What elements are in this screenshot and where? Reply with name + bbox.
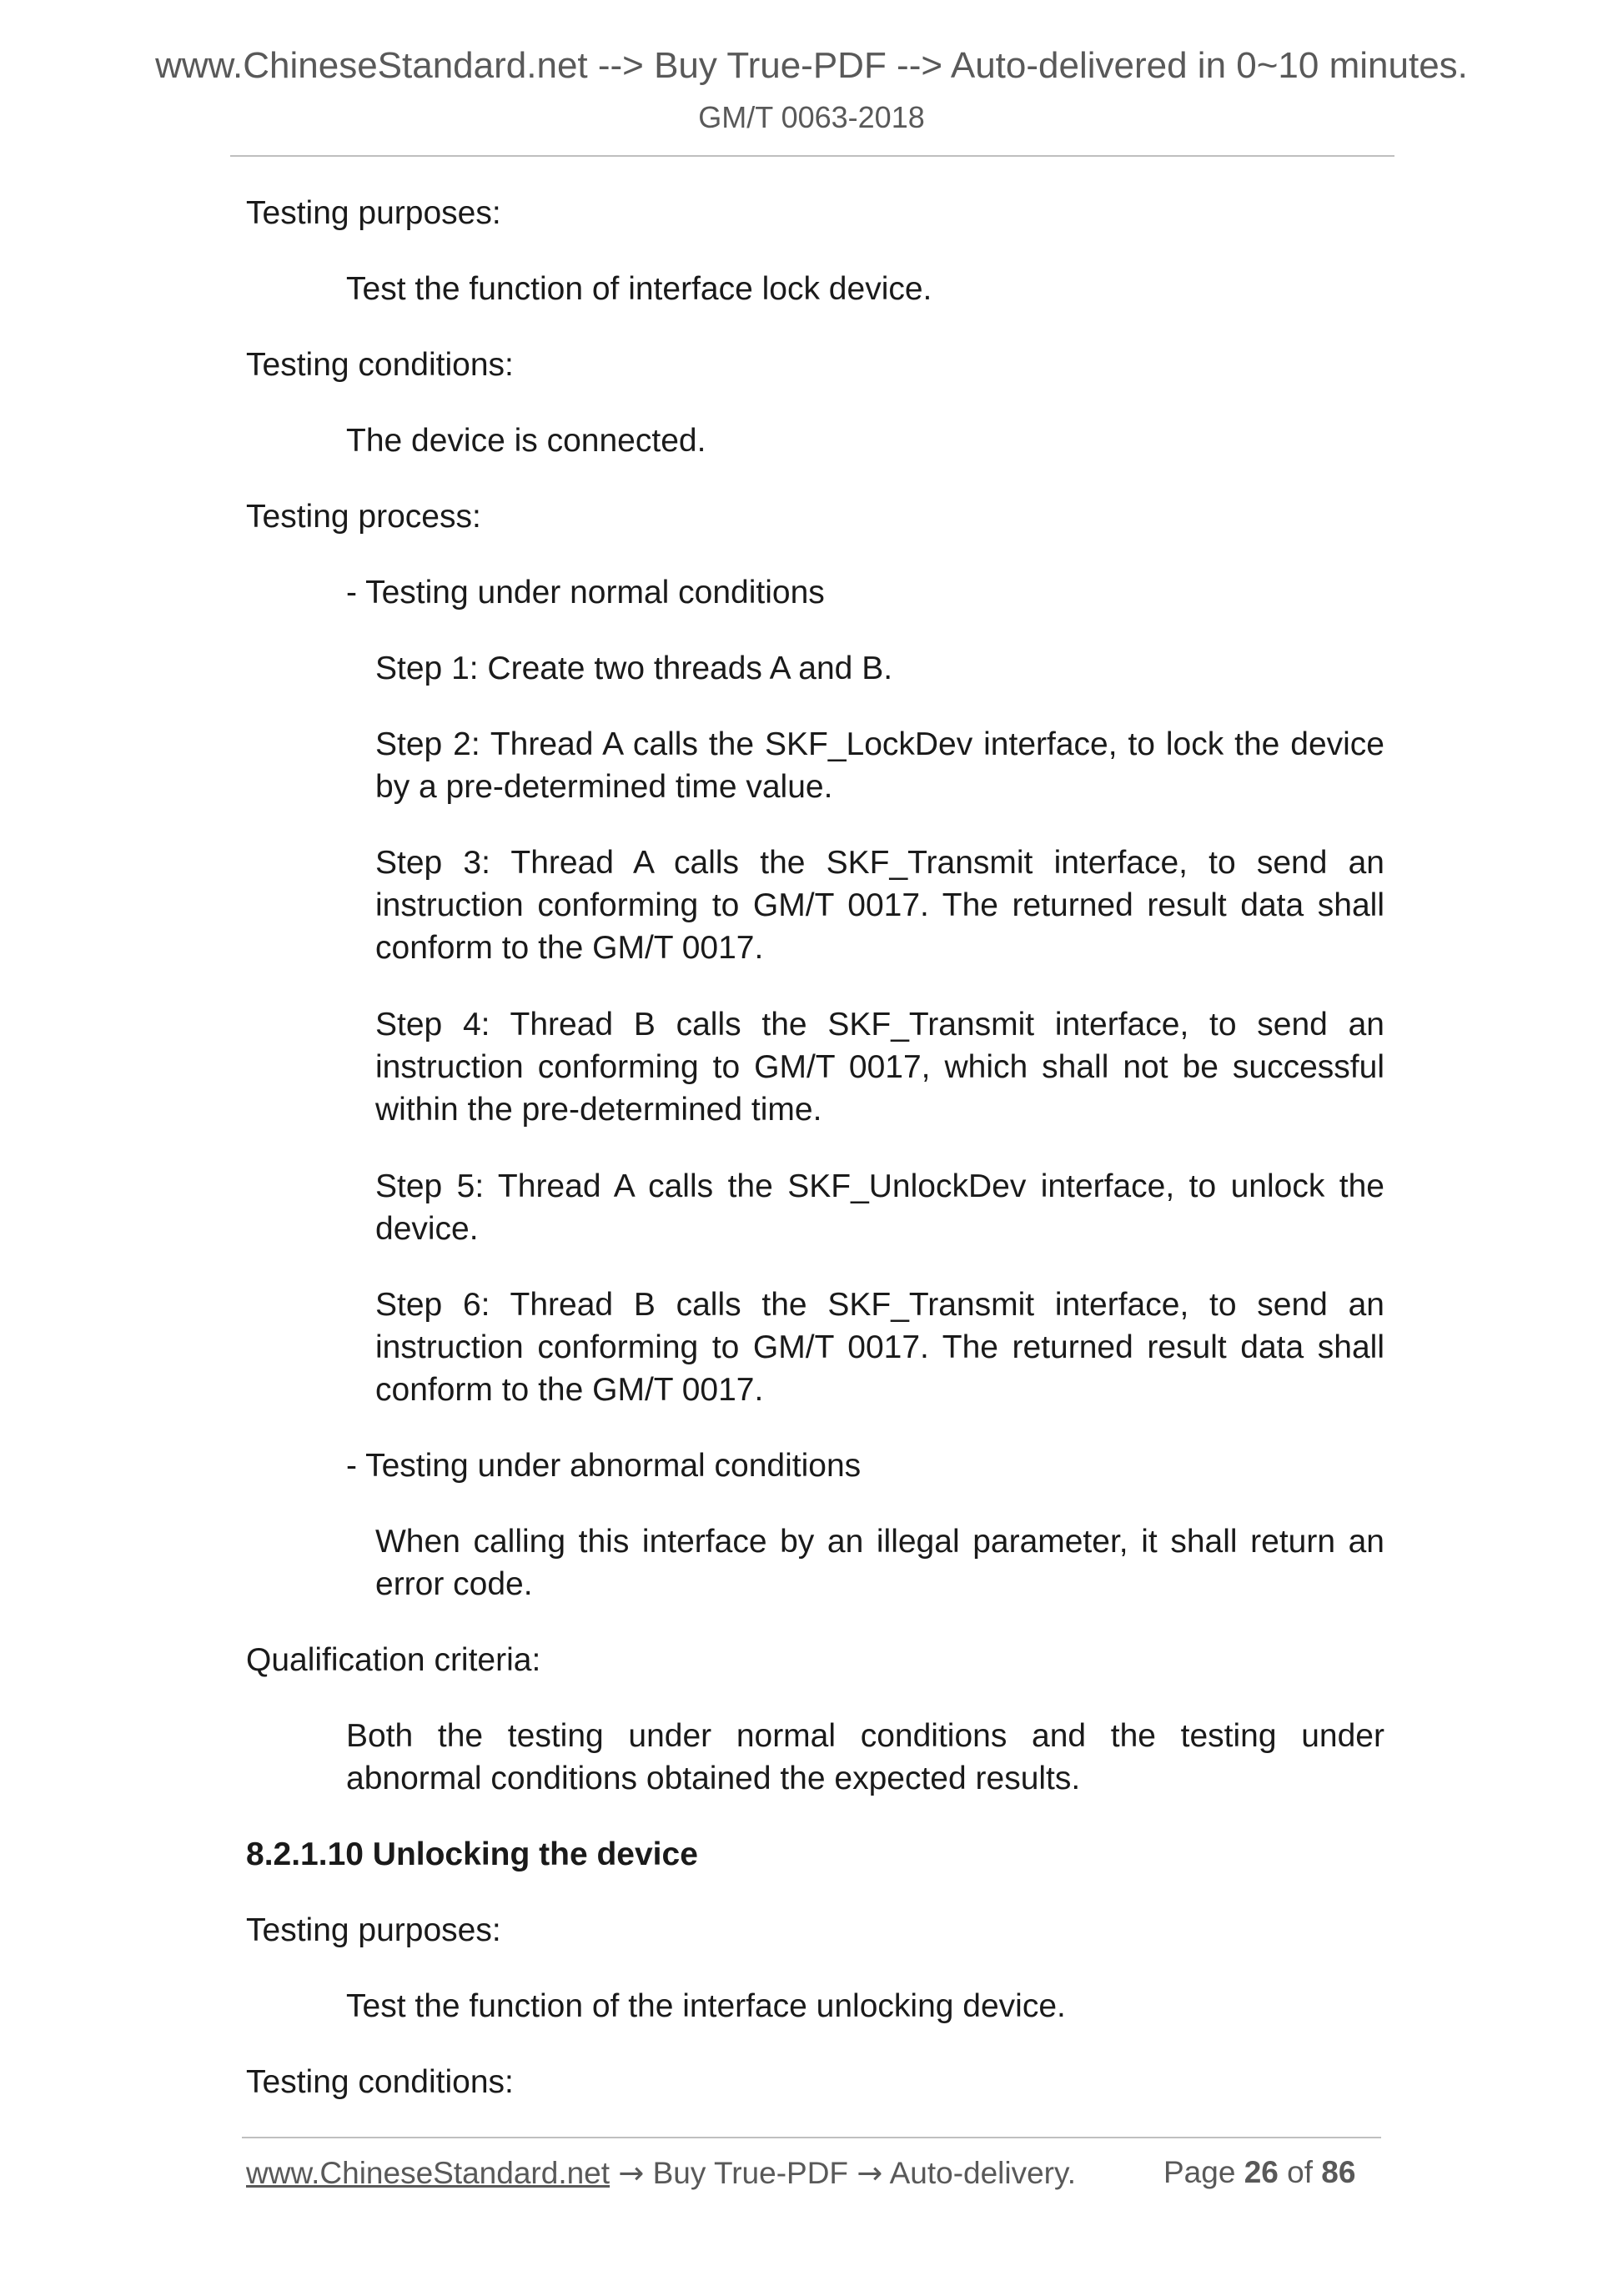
step-4: Step 4: Thread B calls the SKF_Transmit interface, to send an instruction conforming to GM/T 0017, which shall not be successful within the pre-determined time. [375,1007,1384,1128]
page-current: 26 [1244,2155,1279,2189]
footer-site-link[interactable]: www.ChineseStandard.net [246,2156,611,2190]
testing-purposes-label-2: Testing purposes: [246,1912,501,1948]
testing-purposes-text: Test the function of interface lock device. [346,271,932,307]
abnormal-conditions-text: When calling this interface by an illegal parameter, it shall return an error code. [375,1524,1384,1602]
qualification-text: Both the testing under normal conditions and the testing under abnormal conditions obtained the expected results. [346,1718,1384,1796]
normal-conditions-heading: - Testing under normal conditions [346,575,825,610]
step-5: Step 5: Thread A calls the SKF_UnlockDev interface, to unlock the device. [375,1168,1384,1247]
page-label: Page [1163,2155,1236,2189]
step-3: Step 3: Thread A calls the SKF_Transmit interface, to send an instruction conforming to GM/T 0017. The returned result data shall conform to the GM/T 0017. [375,845,1384,966]
abnormal-conditions-heading: - Testing under abnormal conditions [346,1448,862,1484]
testing-conditions-label-2: Testing conditions: [246,2064,514,2100]
page-indicator [1163,2155,1355,2190]
section-heading: 8.2.1.10 Unlocking the device [246,1836,698,1872]
testing-conditions-text: The device is connected. [346,423,706,459]
arrow-right-icon: → [618,2155,645,2191]
footer-divider [242,2137,1381,2138]
testing-conditions-label: Testing conditions: [246,347,514,383]
testing-purposes-label: Testing purposes: [246,195,501,231]
footer-delivery-text: Auto-delivery. [889,2156,1077,2190]
testing-process-label: Testing process: [246,499,481,535]
header-banner: www.ChineseStandard.net --> Buy True-PDF --> Auto-delivered in 0~10 minutes. [155,45,1468,86]
doc-number: GM/T 0063-2018 [698,100,925,134]
of-label: of [1287,2155,1313,2189]
footer-promo [246,2155,1076,2191]
qualification-label: Qualification criteria: [246,1642,541,1678]
arrow-right-icon: → [857,2155,883,2191]
step-1: Step 1: Create two threads A and B. [375,651,893,686]
page-total: 86 [1321,2155,1356,2189]
header-divider [230,155,1394,157]
step-6: Step 6: Thread B calls the SKF_Transmit interface, to send an instruction conforming to GM/T 0017. The returned result data shall conform to the GM/T 0017. [375,1287,1384,1408]
step-2: Step 2: Thread A calls the SKF_LockDev interface, to lock the device by a pre-determined time value. [375,726,1384,805]
testing-purposes-text-2: Test the function of the interface unlocking device. [346,1988,1066,2024]
footer-buy-text: Buy True-PDF [652,2156,849,2190]
